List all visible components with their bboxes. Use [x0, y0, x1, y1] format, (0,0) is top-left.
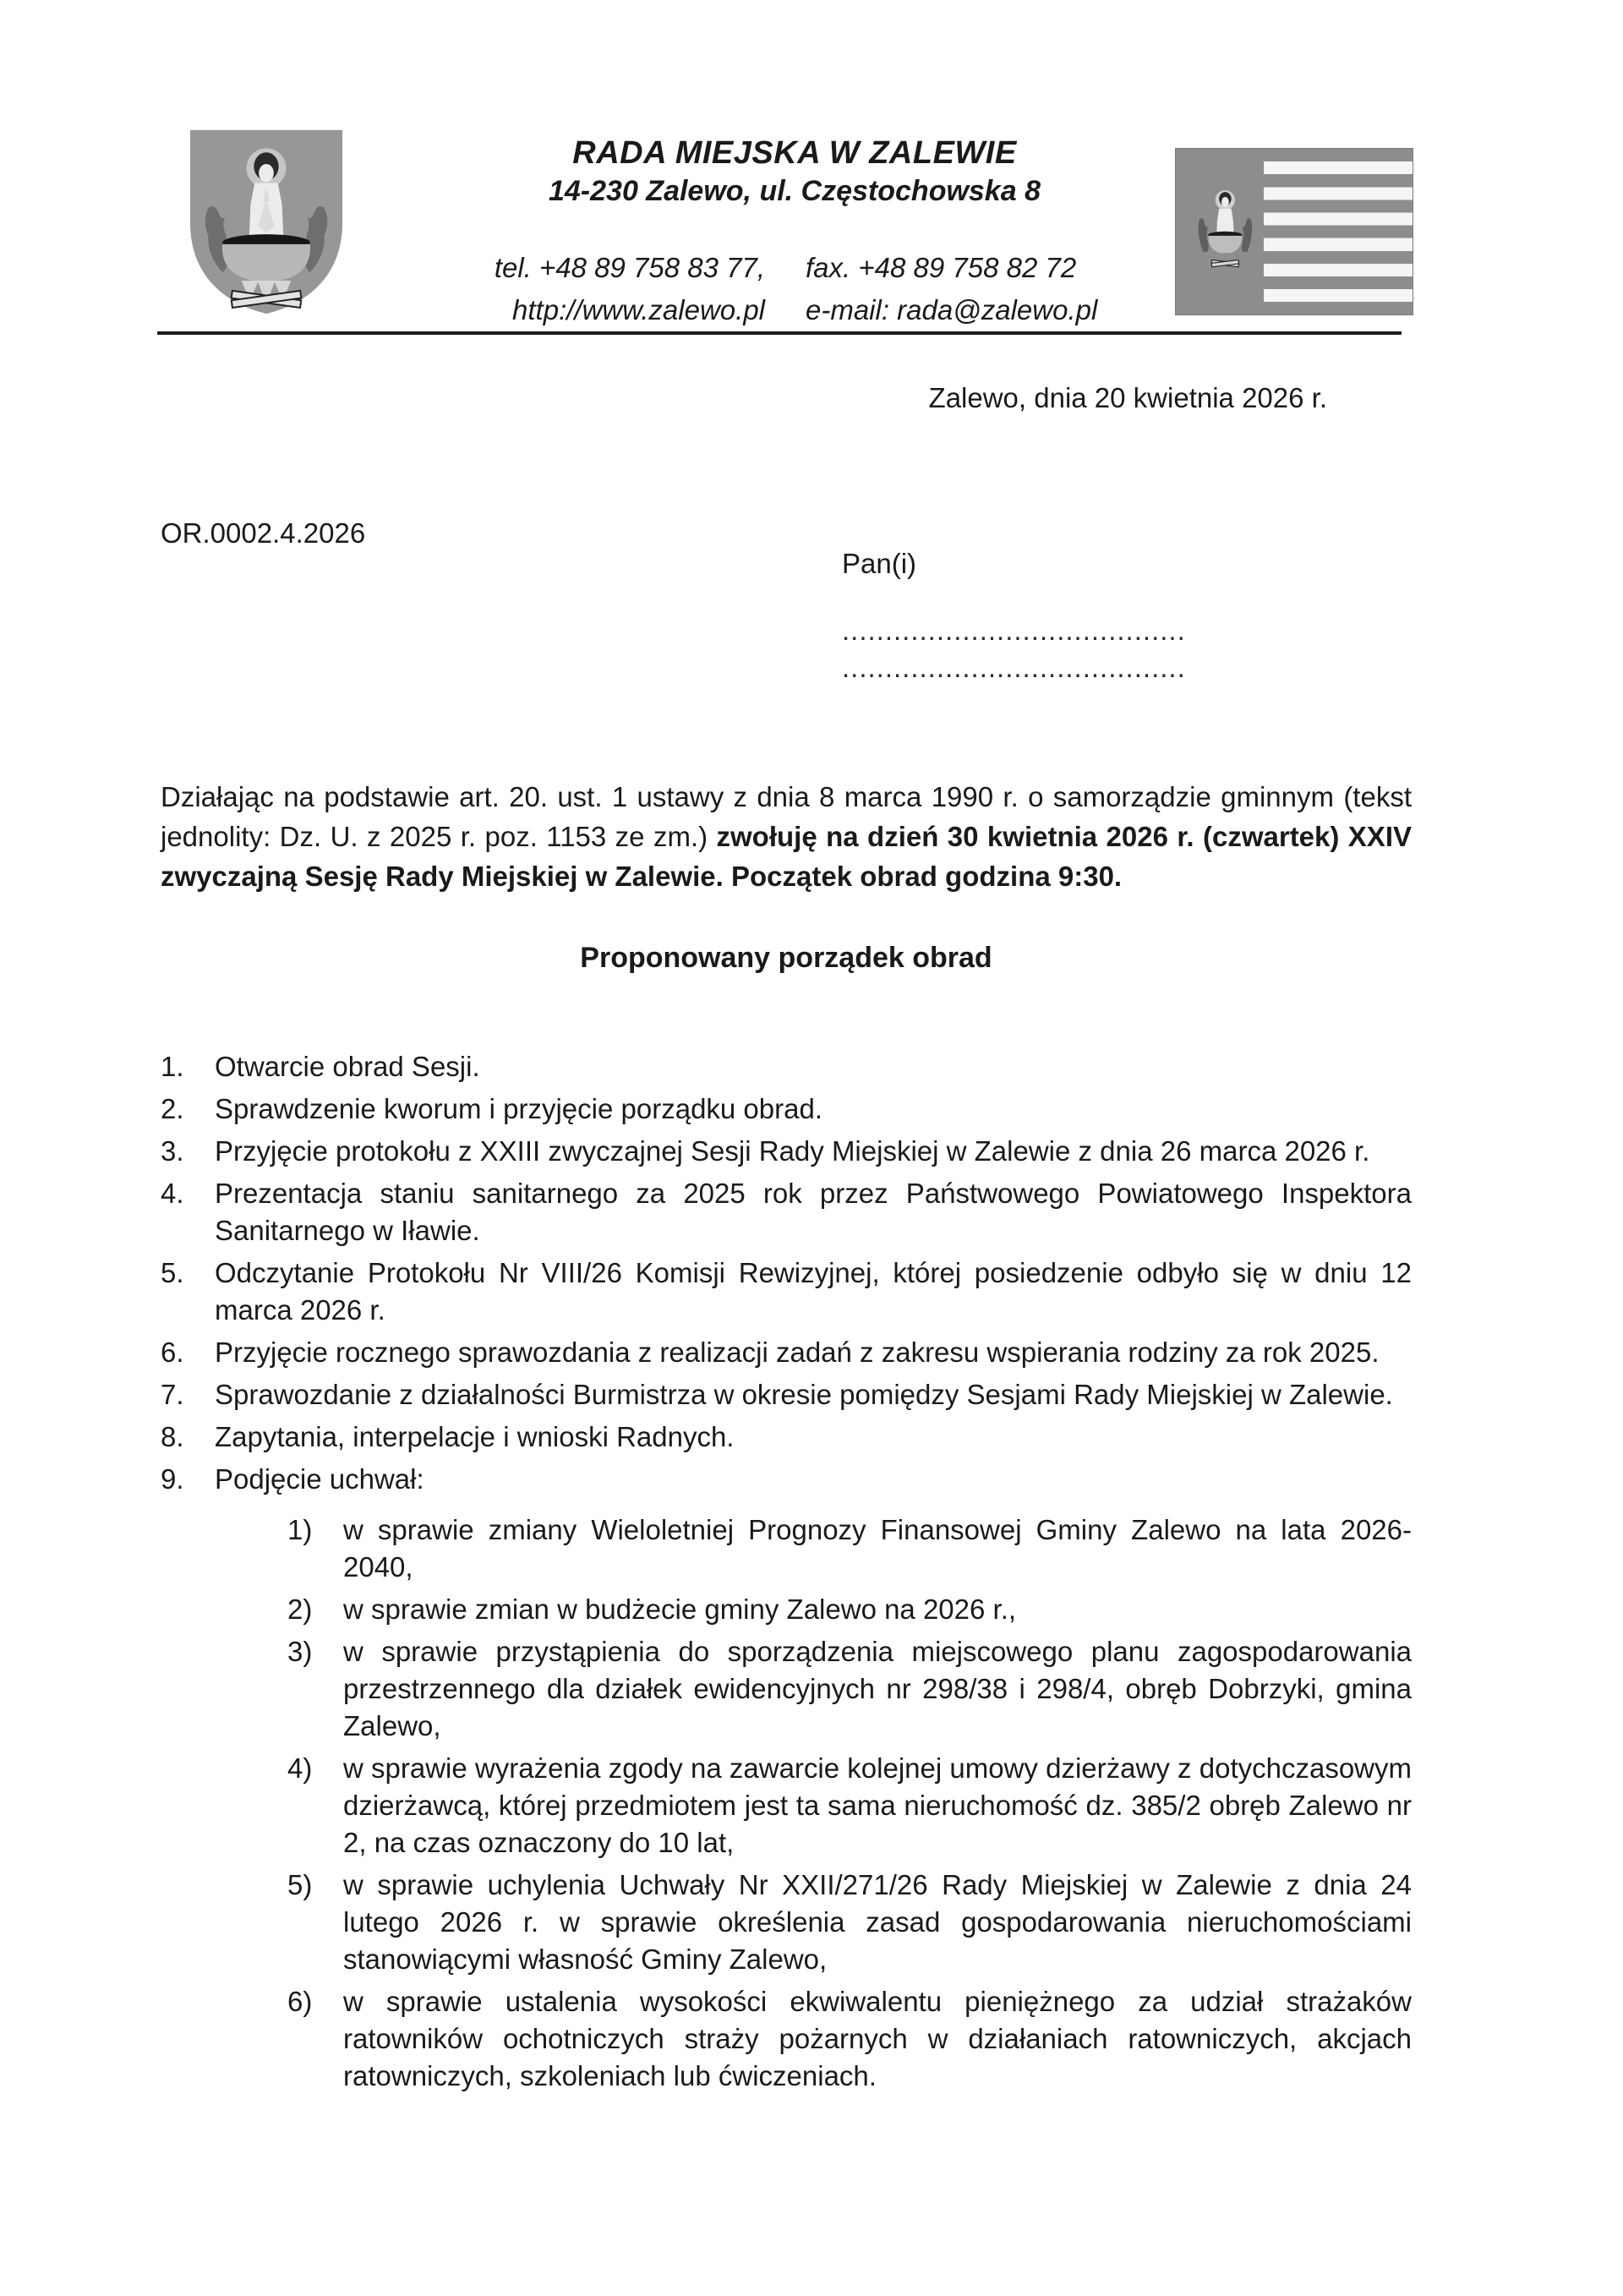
agenda-item [161, 1175, 1412, 1249]
org-email: e-mail: rada@zalewo.pl [806, 294, 1098, 325]
resolution-item-text: w sprawie zmiany Wieloletniej Prognozy Finansowej Gminy Zalewo na lata 2026-2040, [343, 1514, 1412, 1583]
resolution-item-text: w sprawie uchylenia Uchwały Nr XXII/271/26 Rady Miejskiej w Zalewie z dnia 24 lutego 2026 r. w sprawie określenia zasad gospodarowania nieruchomościami stanowiącymi własność Gminy Zalewo, [343, 1869, 1412, 1975]
resolution-item [161, 1867, 1412, 1978]
resolution-item-text: w sprawie przystąpienia do sporządzenia miejscowego planu zagospodarowania przestrzennego dla działek ewidencyjnych nr 298/38 i 298/4, obręb Dobrzyki, gmina Zalewo, [343, 1636, 1412, 1741]
resolution-item-number: 3) [287, 1636, 313, 1667]
agenda-item-number: 8. [161, 1421, 184, 1452]
agenda-item-text: Sprawozdanie z działalności Burmistrza w okresie pomiędzy Sesjami Rady Miejskiej w Zalewie. [215, 1379, 1393, 1410]
resolution-item-text: w sprawie ustalenia wysokości ekwiwalentu pieniężnego za udział strażaków ratowników ochotniczych straży pożarnych w działaniach ratowniczych, akcjach ratowniczych, szkoleniach lub ćwiczeniach. [343, 1986, 1412, 2091]
face [259, 164, 274, 183]
agenda-title: Proponowany porządek obrad [580, 942, 992, 974]
addressee-label: Pan(i) [842, 548, 917, 579]
resolution-item-number: 2) [287, 1594, 313, 1625]
resolution-item [161, 1512, 1412, 1586]
intro-bold-text: zwołuję na dzień 30 kwietnia 2026 r. (czwartek) XXIV zwyczajną Sesję Rady Miejskiej w Zalewie. Początek obrad godzina 9:30. [161, 821, 1412, 892]
agenda-item [161, 1461, 1412, 1498]
agenda-item-text: Odczytanie Protokołu Nr VIII/26 Komisji Rewizyjnej, której posiedzenie odbyło się w dniu 12 marca 2026 r. [215, 1257, 1412, 1326]
resolution-item-number: 4) [287, 1752, 313, 1784]
agenda-list [161, 1048, 1412, 1498]
agenda-item-number: 9. [161, 1463, 184, 1495]
resolution-item-number: 1) [287, 1514, 313, 1545]
org-name: RADA MIEJSKA W ZALEWIE [572, 135, 1017, 171]
agenda-item [161, 1091, 1412, 1128]
resolution-item-text: w sprawie zmian w budżecie gminy Zalewo na 2026 r., [343, 1594, 1017, 1625]
resolution-item-number: 5) [287, 1869, 313, 1900]
agenda-item-text: Prezentacja staniu sanitarnego za 2025 rok przez Państwowego Powiatowego Inspektora Sanitarnego w Iławie. [215, 1178, 1412, 1246]
agenda-item-text: Sprawdzenie kworum i przyjęcie porządku obrad. [215, 1093, 823, 1124]
agenda-item-text: Podjęcie uchwał: [215, 1463, 424, 1495]
flag-crest-icon [1194, 169, 1256, 295]
org-fax: fax. +48 89 758 82 72 [806, 252, 1077, 283]
resolution-item [161, 1591, 1412, 1628]
agenda-item-text: Przyjęcie protokołu z XXIII zwyczajnej Sesji Rady Miejskiej w Zalewie z dnia 26 marca 2026 r. [215, 1135, 1370, 1167]
agenda-item-text: Przyjęcie rocznego sprawozdania z realizacji zadań z zakresu wspierania rodziny za rok 2025. [215, 1337, 1380, 1368]
resolution-item [161, 1750, 1412, 1861]
agenda-item-number: 5. [161, 1257, 184, 1288]
agenda-item-number: 2. [161, 1093, 184, 1124]
header-divider [157, 331, 1402, 335]
agenda-item-text: Otwarcie obrad Sesji. [215, 1051, 480, 1082]
addressee-blank-line: ........................................ [842, 615, 1186, 646]
flag-stripes [1264, 149, 1413, 314]
org-phone: tel. +48 89 758 83 77, [494, 252, 765, 283]
resolutions-list [161, 1512, 1412, 2095]
agenda-item-number: 6. [161, 1337, 184, 1368]
agenda-item [161, 1255, 1412, 1329]
agenda-item-number: 1. [161, 1051, 184, 1082]
reference-number: OR.0002.4.2026 [161, 517, 366, 549]
resolution-item-number: 6) [287, 1986, 313, 2017]
agenda-item-number: 4. [161, 1178, 184, 1209]
resolution-item [161, 1633, 1412, 1745]
agenda-item [161, 1376, 1412, 1413]
dateline: Zalewo, dnia 20 kwietnia 2026 r. [928, 382, 1327, 413]
addressee-blank-line: ........................................ [842, 652, 1186, 683]
intro-normal-text: Działając na podstawie art. 20. ust. 1 ustawy z dnia 8 marca 1990 r. o samorządzie gminnym (tekst jednolity: Dz. U. z 2025 r. poz. 1153 ze zm.) [161, 781, 1412, 852]
agenda-item [161, 1419, 1412, 1456]
org-website: http://www.zalewo.pl [512, 294, 765, 325]
agenda-section [161, 1048, 1412, 2100]
org-address: 14-230 Zalewo, ul. Częstochowska 8 [548, 175, 1041, 207]
agenda-item-text: Zapytania, interpelacje i wnioski Radnych. [215, 1421, 735, 1452]
intro-paragraph [161, 777, 1412, 896]
agenda-item-number: 7. [161, 1379, 184, 1410]
agenda-item-number: 3. [161, 1135, 184, 1167]
agenda-item [161, 1334, 1412, 1371]
agenda-item [161, 1048, 1412, 1085]
agenda-item [161, 1133, 1412, 1170]
resolution-item-text: w sprawie wyrażenia zgody na zawarcie kolejnej umowy dzierżawy z dotychczasowym dzierżawcą, której przedmiotem jest ta sama nieruchomość dz. 385/2 obręb Zalewo nr 2, na czas oznaczony do 10 lat, [343, 1752, 1412, 1858]
zalewo-town-flag-icon [1175, 148, 1413, 315]
resolution-item [161, 1983, 1412, 2095]
zalewo-coat-of-arms-icon [183, 125, 349, 317]
